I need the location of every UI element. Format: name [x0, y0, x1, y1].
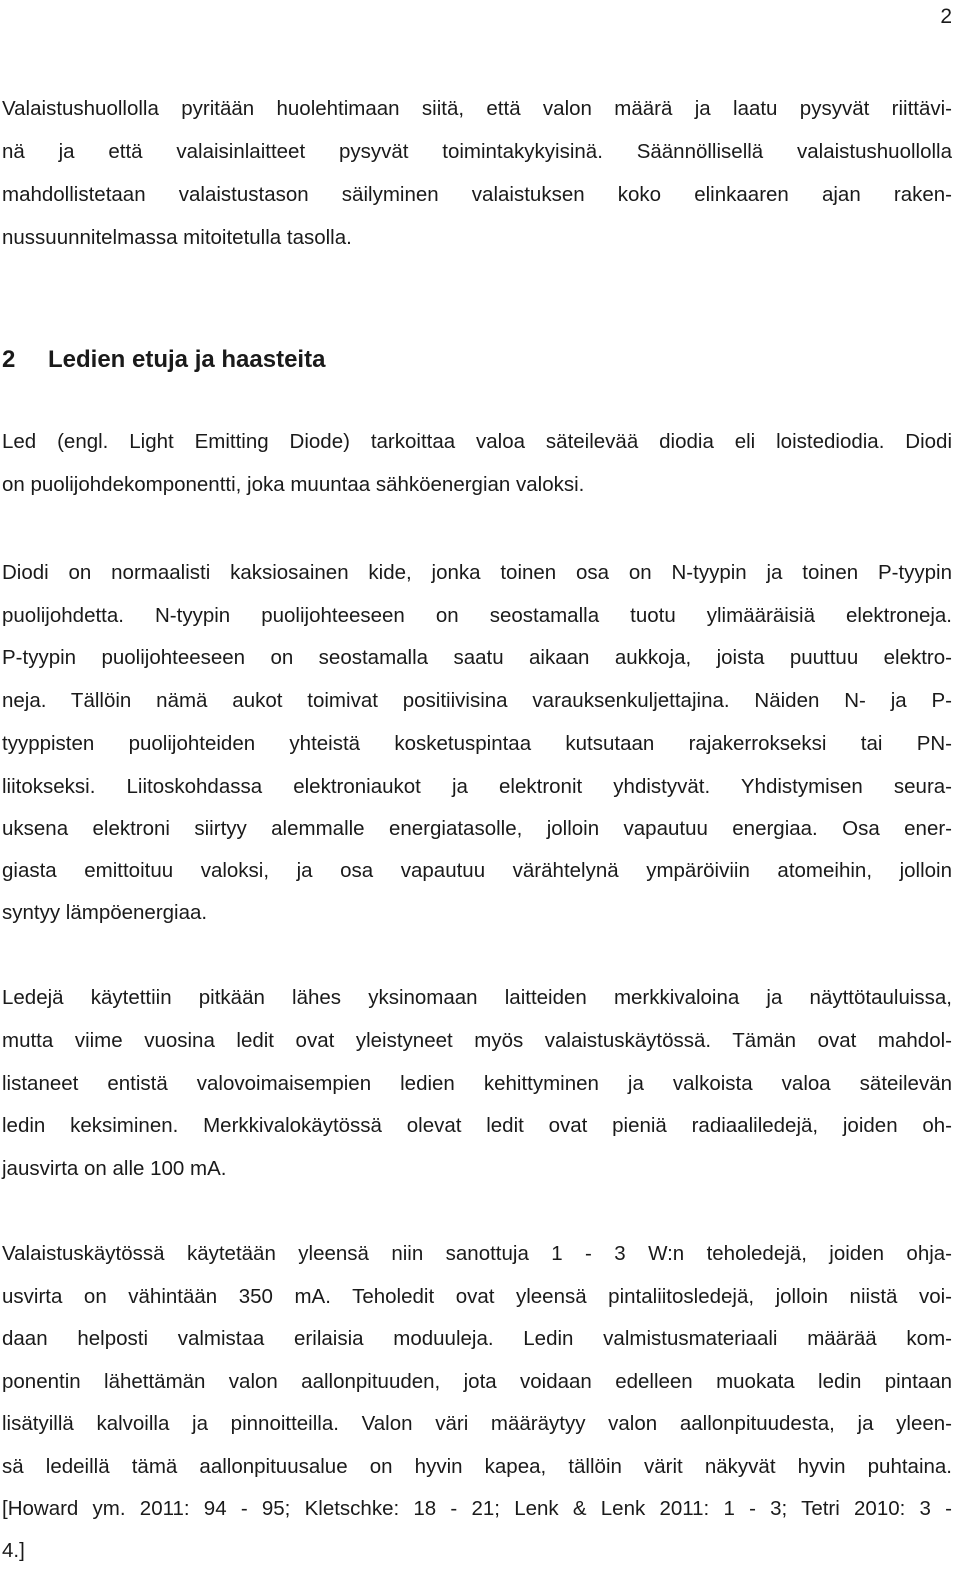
text-line: neja. Tällöin nämä aukot toimivat positiivisina varauksenkuljettajina. Näiden N- ja P-: [2, 689, 952, 712]
text-line: ponentin lähettämän valon aallonpituuden, jota voidaan edelleen muokata ledin pintaan: [2, 1370, 952, 1393]
page-number: 2: [940, 5, 952, 28]
text-line: ledin keksiminen. Merkkivalokäytössä olevat ledit ovat pieniä radiaaliledejä, joiden oh-: [2, 1114, 952, 1137]
text-line: listaneet entistä valovoimaisempien ledien kehittyminen ja valkoista valoa säteilevän: [2, 1072, 952, 1095]
text-line: uksena elektroni siirtyy alemmalle energiatasolle, jolloin vapautuu energiaa. Osa ener-: [2, 817, 952, 840]
text-line: mahdollistetaan valaistustason säilyminen valaistuksen koko elinkaaren ajan raken-: [2, 183, 952, 206]
text-line: tyyppisten puolijohteiden yhteistä kosketuspintaa kutsutaan rajakerrokseksi tai PN-: [2, 732, 952, 755]
text-line: liitokseksi. Liitoskohdassa elektroniaukot ja elektronit yhdistyvät. Yhdistymisen seura-: [2, 775, 952, 798]
text-line: giasta emittoituu valoksi, ja osa vapautuu värähtelynä ympäröiviin atomeihin, jolloin: [2, 859, 952, 882]
section-number: 2: [2, 346, 16, 373]
section-heading: [2, 345, 325, 375]
text-line: sä ledeillä tämä aallonpituusalue on hyvin kapea, tällöin värit näkyvät hyvin puhtaina.: [2, 1455, 952, 1478]
text-line: jausvirta on alle 100 mA.: [2, 1157, 227, 1180]
text-line: mutta viime vuosina ledit ovat yleistyneet myös valaistuskäytössä. Tämän ovat mahdol-: [2, 1029, 952, 1052]
text-line: usvirta on vähintään 350 mA. Teholedit ovat yleensä pintaliitosledejä, jolloin niistä voi-: [2, 1285, 952, 1308]
text-line: Valaistuskäytössä käytetään yleensä niin sanottuja 1 - 3 W:n teholedejä, joiden ohja-: [2, 1242, 952, 1265]
text-line: Valaistushuollolla pyritään huolehtimaan siitä, että valon määrä ja laatu pysyvät riittävi-: [2, 97, 952, 120]
text-line: Ledejä käytettiin pitkään lähes yksinomaan laitteiden merkkivaloina ja näyttötauluissa,: [2, 986, 952, 1009]
text-line: Led (engl. Light Emitting Diode) tarkoittaa valoa säteilevää diodia eli loistediodia. Diodi: [2, 430, 952, 453]
text-line: on puolijohdekomponentti, joka muuntaa sähköenergian valoksi.: [2, 473, 585, 496]
text-line: Diodi on normaalisti kaksiosainen kide, jonka toinen osa on N-tyypin ja toinen P-tyypin: [2, 561, 952, 584]
text-line: nä ja että valaisinlaitteet pysyvät toimintakykyisinä. Säännöllisellä valaistushuollolla: [2, 140, 952, 163]
text-line: lisätyillä kalvoilla ja pinnoitteilla. Valon väri määräytyy valon aallonpituudesta, ja yleen-: [2, 1412, 952, 1435]
text-line: daan helposti valmistaa erilaisia moduuleja. Ledin valmistusmateriaali määrää kom-: [2, 1327, 952, 1350]
text-line: syntyy lämpöenergiaa.: [2, 901, 208, 924]
text-line: 4.]: [2, 1539, 25, 1562]
section-title: Ledien etuja ja haasteita: [48, 346, 326, 373]
text-line: puolijohdetta. N-tyypin puolijohteeseen on seostamalla tuotu ylimääräisiä elektroneja.: [2, 604, 952, 627]
text-line: P-tyypin puolijohteeseen on seostamalla saatu aikaan aukkoja, joista puuttuu elektro-: [2, 646, 952, 669]
text-line: [Howard ym. 2011: 94 - 95; Kletschke: 18 - 21; Lenk & Lenk 2011: 1 - 3; Tetri 2010: 3 -: [2, 1497, 952, 1520]
text-line: nussuunnitelmassa mitoitetulla tasolla.: [2, 226, 352, 249]
